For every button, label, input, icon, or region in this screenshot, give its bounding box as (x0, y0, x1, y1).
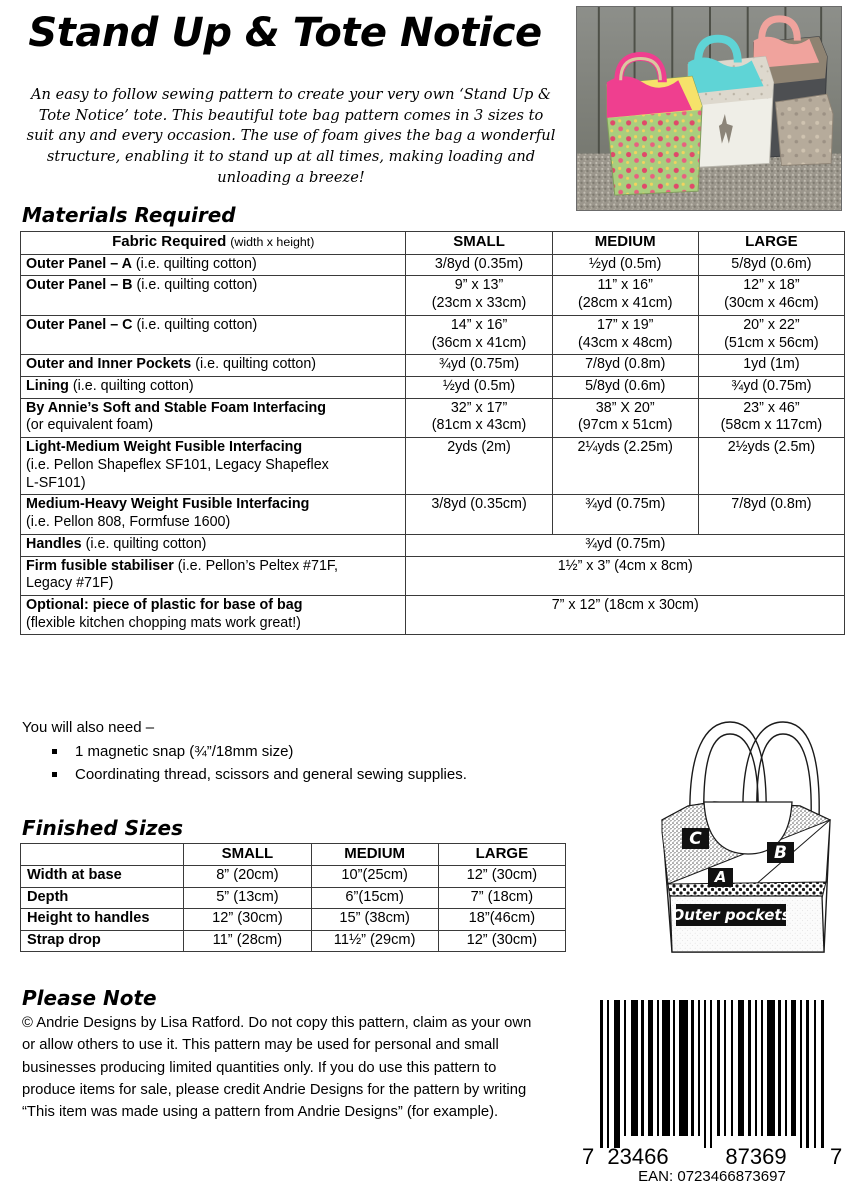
row-medium-line1: 38” X 20” (595, 399, 655, 416)
intro-paragraph: An easy to follow sewing pattern to create your very own ‘Stand Up & Tote Notice’ tote. This beautiful tote bag pattern comes in 3 sizes to suit any and every occasion. The use of foam gives the bag a wonderful structure, enabling it to stand up at all times, making loading and unloading a breeze! (26, 86, 556, 186)
finished-header-row (21, 844, 566, 866)
row-small: 5” (13cm) (184, 887, 311, 909)
row-medium: 7/8yd (0.8m) (552, 355, 698, 377)
row-medium: 2¼yds (2.25m) (552, 438, 698, 495)
label-b-text: B (774, 843, 787, 863)
table-row (21, 315, 845, 354)
table-row (21, 909, 566, 931)
row-label-note: (i.e. quilting cotton) (72, 378, 194, 395)
row-label (21, 495, 406, 534)
row-label (21, 398, 406, 437)
row-label-bold: Medium-Heavy Weight Fusible Interfacing (26, 496, 310, 513)
table-row (21, 495, 845, 534)
row-medium (552, 398, 698, 437)
row-label-note: (i.e. Pellon’s Peltex #71F, (177, 557, 339, 574)
row-label-line2: (or equivalent foam) (26, 417, 154, 434)
materials-header-medium: MEDIUM (552, 232, 698, 255)
table-row (21, 254, 845, 276)
row-label-bold: By Annie’s Soft and Stable Foam Interfacing (26, 399, 327, 416)
row-label-note: (i.e. quilting cotton) (135, 255, 257, 272)
row-small (406, 276, 552, 315)
row-medium-line2: (43cm x 48cm) (577, 334, 673, 351)
materials-heading: Materials Required (22, 203, 236, 227)
row-label: Height to handles (21, 909, 184, 931)
row-large: 12” (30cm) (438, 930, 565, 952)
row-label-bold: Firm fusible stabiliser (26, 557, 174, 574)
materials-header-large: LARGE (698, 232, 844, 255)
materials-header-label-bold: Fabric Required (112, 233, 227, 250)
label-c-text: C (689, 829, 702, 849)
row-all-sizes: ¾yd (0.75m) (406, 534, 845, 556)
row-label-bold: Outer Panel – C (26, 316, 133, 333)
table-row (21, 534, 845, 556)
row-label-bold: Lining (26, 378, 69, 395)
row-small: ½yd (0.5m) (406, 377, 552, 399)
row-label-note: (i.e. quilting cotton) (136, 277, 258, 294)
row-small: ¾yd (0.75m) (406, 355, 552, 377)
table-row (21, 595, 845, 634)
row-small: 2yds (2m) (406, 438, 552, 495)
row-large: 5/8yd (0.6m) (698, 254, 844, 276)
row-label-note: (i.e. quilting cotton) (85, 535, 207, 552)
row-medium (552, 315, 698, 354)
page-title: Stand Up & Tote Notice (28, 10, 542, 56)
row-medium-line1: 17” x 19” (597, 316, 654, 333)
row-medium: 15” (38cm) (311, 909, 438, 931)
barcode (578, 992, 846, 1192)
row-label (21, 377, 406, 399)
finished-header-blank (21, 844, 184, 866)
bag-diagram (644, 702, 844, 964)
row-label-bold: Outer and Inner Pockets (26, 356, 192, 373)
row-large (698, 276, 844, 315)
row-small: 3/8yd (0.35cm) (406, 495, 552, 534)
row-medium-line1: 11” x 16” (597, 277, 653, 294)
row-small: 12” (30cm) (184, 909, 311, 931)
row-large-line2: (51cm x 56cm) (724, 334, 819, 351)
row-large: ¾yd (0.75m) (698, 377, 844, 399)
barcode-group-2: 87369 (725, 1144, 787, 1169)
row-medium: 11½” (29cm) (311, 930, 438, 952)
materials-header-small: SMALL (406, 232, 552, 255)
table-row (21, 355, 845, 377)
row-small-line2: (81cm x 43cm) (431, 417, 527, 434)
table-row (21, 556, 845, 595)
finished-header-medium: MEDIUM (311, 844, 438, 866)
row-medium: 6”(15cm) (311, 887, 438, 909)
row-large-line1: 20” x 22” (743, 316, 800, 333)
row-small (406, 315, 552, 354)
bag-diagram-illustration (644, 702, 844, 964)
row-large (698, 315, 844, 354)
product-photo-illustration (577, 7, 841, 210)
row-label-line2: (flexible kitchen chopping mats work great!) (26, 614, 301, 631)
row-small-line2: (23cm x 33cm) (431, 295, 527, 312)
table-row (21, 866, 566, 888)
row-label: Width at base (21, 866, 184, 888)
barcode-digit-right: 7 (830, 1144, 843, 1169)
row-small-line1: 9” x 13” (454, 277, 504, 294)
materials-header-label-note: (width x height) (230, 235, 315, 249)
row-label-line2: (i.e. Pellon 808, Formfuse 1600) (26, 514, 231, 531)
row-all-sizes: 7” x 12” (18cm x 30cm) (406, 595, 845, 634)
outer-pockets-text: Outer pockets (671, 906, 791, 924)
row-small-line2: (36cm x 41cm) (431, 334, 527, 351)
row-medium: 5/8yd (0.6m) (552, 377, 698, 399)
finished-header-large: LARGE (438, 844, 565, 866)
row-label-bold: Outer Panel – A (26, 255, 132, 272)
row-label-line2: (i.e. Pellon Shapeflex SF101, Legacy Shapeflex (26, 456, 329, 473)
please-note-body: © Andrie Designs by Lisa Ratford. Do not copy this pattern, claim as your own or allow others to use it. This pattern may be used for personal and small businesses producing limited quantities only. If you do use this pattern to produce items for sale, please credit Andrie Designs for the pattern by writing “This item was made using a pattern from Andrie Designs” (for example). (22, 1015, 532, 1121)
row-small-line1: 32” x 17” (450, 399, 508, 416)
please-note-heading: Please Note (22, 986, 157, 1010)
row-label-bold: Handles (26, 535, 82, 552)
row-label (21, 595, 406, 634)
row-large-line2: (58cm x 117cm) (720, 417, 823, 434)
product-photo (576, 6, 842, 211)
row-label (21, 276, 406, 315)
row-medium: ½yd (0.5m) (552, 254, 698, 276)
barcode-digit-left: 7 (582, 1144, 595, 1169)
table-row (21, 398, 845, 437)
row-all-sizes: 1½” x 3” (4cm x 8cm) (406, 556, 845, 595)
row-large: 1yd (1m) (698, 355, 844, 377)
materials-header-row (21, 232, 845, 255)
row-label-bold: Light-Medium Weight Fusible Interfacing (26, 439, 303, 456)
row-large: 18”(46cm) (438, 909, 565, 931)
row-label (21, 355, 406, 377)
row-label-line1 (26, 558, 400, 576)
table-row (21, 887, 566, 909)
row-small (406, 398, 552, 437)
row-small: 11” (28cm) (184, 930, 311, 952)
row-label-note: (i.e. quilting cotton) (195, 356, 317, 373)
list-item: Coordinating thread, scissors and general sewing supplies. (48, 764, 467, 787)
row-large-line1: 23” x 46” (743, 399, 800, 416)
table-row (21, 930, 566, 952)
row-label-line2: Legacy #71F) (26, 575, 114, 592)
also-need-list (48, 741, 467, 786)
list-item: 1 magnetic snap (¾”/18mm size) (48, 741, 467, 764)
also-need-intro: You will also need – (22, 719, 155, 736)
row-medium-line2: (28cm x 41cm) (577, 295, 673, 312)
ean-label: EAN: 0723466873697 (638, 1168, 786, 1185)
row-medium: ¾yd (0.75m) (552, 495, 698, 534)
barcode-bars (578, 992, 846, 1170)
label-a-text: A (714, 868, 727, 886)
row-small-line1: 14” x 16” (450, 316, 508, 333)
barcode-group-1: 23466 (607, 1144, 669, 1169)
row-large-line1: 12” x 18” (743, 277, 800, 294)
row-large: 7/8yd (0.8m) (698, 495, 844, 534)
row-label (21, 556, 406, 595)
row-large: 2½yds (2.5m) (698, 438, 844, 495)
row-label-bold: Outer Panel – B (26, 277, 133, 294)
row-label: Strap drop (21, 930, 184, 952)
row-label (21, 534, 406, 556)
table-row (21, 377, 845, 399)
row-large (698, 398, 844, 437)
finished-header-small: SMALL (184, 844, 311, 866)
materials-table (20, 231, 845, 635)
row-small: 8” (20cm) (184, 866, 311, 888)
row-medium (552, 276, 698, 315)
row-large-line2: (30cm x 46cm) (724, 295, 819, 312)
row-large: 7” (18cm) (438, 887, 565, 909)
table-row (21, 438, 845, 495)
finished-sizes-table (20, 843, 566, 952)
row-label: Depth (21, 887, 184, 909)
row-label (21, 438, 406, 495)
row-small: 3/8yd (0.35m) (406, 254, 552, 276)
table-row (21, 276, 845, 315)
row-medium-line2: (97cm x 51cm) (577, 417, 673, 434)
row-label-bold: Optional: piece of plastic for base of bag (26, 596, 303, 613)
materials-header-label (21, 232, 406, 255)
row-label (21, 254, 406, 276)
row-label (21, 315, 406, 354)
row-large: 12” (30cm) (438, 866, 565, 888)
row-label-note: (i.e. quilting cotton) (136, 316, 258, 333)
row-medium: 10”(25cm) (311, 866, 438, 888)
row-label-line3: L-SF101) (26, 474, 86, 491)
finished-sizes-heading: Finished Sizes (22, 816, 183, 840)
